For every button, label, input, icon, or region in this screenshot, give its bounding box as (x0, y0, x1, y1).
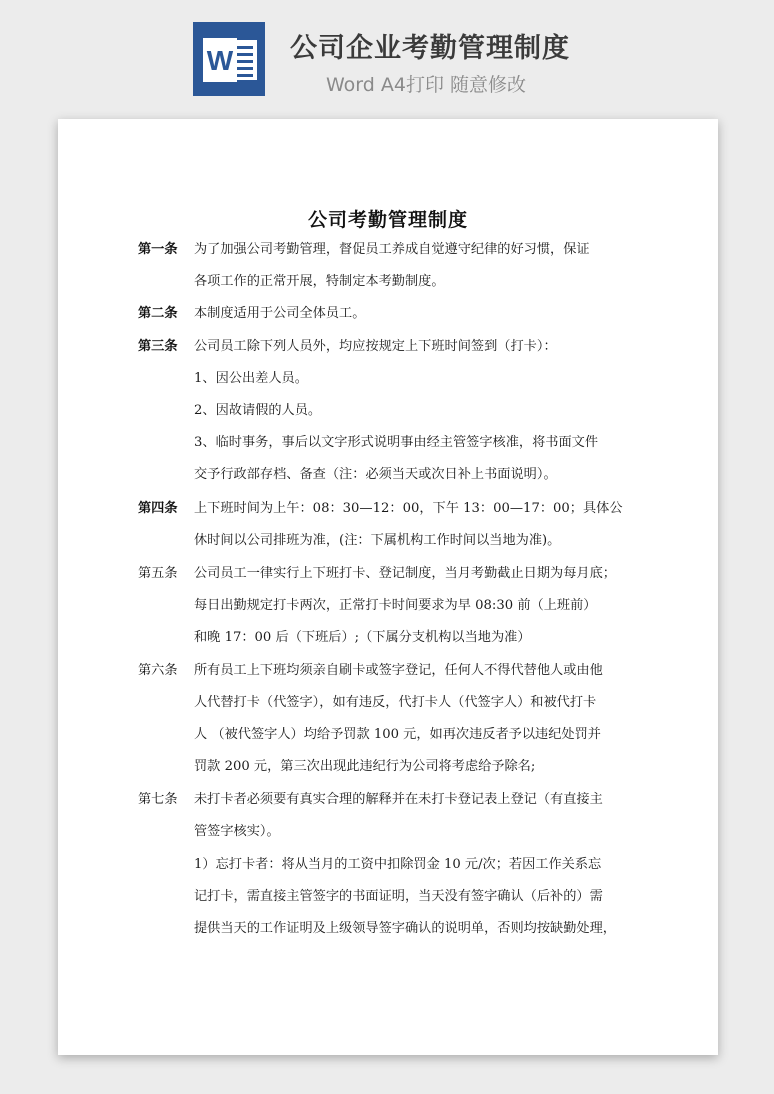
article-label: 第七条 (138, 792, 178, 807)
article-text-line: 和晚 17：00 后（下班后）;（下属分支机构以当地为准） (194, 630, 531, 645)
article-text-line: 1、因公出差人员。 (194, 371, 308, 386)
article-text-line: 各项工作的正常开展，特制定本考勤制度。 (194, 274, 445, 289)
article-text-line: 公司员工除下列人员外，均应按规定上下班时间签到（打卡）： (194, 339, 557, 354)
document-page (58, 119, 718, 1055)
logo-letter: W (206, 45, 234, 76)
article-label: 第五条 (138, 566, 178, 581)
article-text-line: 为了加强公司考勤管理，督促员工养成自觉遵守纪律的好习惯，保证 (194, 242, 590, 257)
article-text-line: 罚款 200 元，第三次出现此违纪行为公司将考虑给予除名; (194, 759, 536, 774)
article-text-line: 未打卡者必须要有真实合理的解释并在未打卡登记表上登记（有直接主 (194, 792, 603, 807)
article-text-line: 2、因故请假的人员。 (194, 403, 322, 418)
article-text-line: 人 （被代签字人）均给予罚款 100 元，如再次违反者予以违纪处罚并 (194, 727, 601, 742)
article-text-line: 管签字核实）。 (194, 824, 280, 839)
article-text-line: 休时间以公司排班为准，(注：下属机构工作时间以当地为准)。 (194, 533, 561, 548)
article-text-line: 1）忘打卡者：将从当月的工资中扣除罚金 10 元/次；若因工作关系忘 (194, 857, 602, 872)
word-icon (193, 22, 265, 96)
article-text-line: 所有员工上下班均须亲自刷卡或签字登记，任何人不得代替他人或由他 (194, 663, 603, 678)
article-text-line: 记打卡，需直接主管签字的书面证明，当天没有签字确认（后补的）需 (194, 889, 603, 904)
article-text-line: 本制度适用于公司全体员工。 (194, 306, 366, 321)
article-text-line: 提供当天的工作证明及上级领导签字确认的说明单，否则均按缺勤处理， (194, 921, 616, 936)
header-banner (0, 0, 774, 110)
article-text-line: 人代替打卡（代签字），如有违反，代打卡人（代签字人）和被代打卡 (194, 695, 597, 710)
article-text-line: 3、临时事务，事后以文字形式说明事由经主管签字核准，将书面文件 (194, 435, 599, 450)
banner-title: 公司企业考勤管理制度 (290, 33, 570, 64)
article-label: 第四条 (138, 501, 178, 516)
article-label: 第二条 (138, 306, 178, 321)
banner-subtitle: Word A4打印 随意修改 (326, 74, 527, 96)
article-text-line: 公司员工一律实行上下班打卡、登记制度，当月考勤截止日期为每月底； (194, 566, 616, 581)
article-text-line: 每日出勤规定打卡两次，正常打卡时间要求为早 08:30 前（上班前） (194, 598, 597, 613)
document-title: 公司考勤管理制度 (307, 209, 468, 231)
article-text-line: 上下班时间为上午：08：30—12：00，下午 13：00—17：00；具体公 (194, 501, 623, 516)
article-label: 第六条 (138, 663, 178, 678)
article-label: 第三条 (138, 339, 178, 354)
article-label: 第一条 (138, 242, 178, 257)
article-text-line: 交予行政部存档、备查（注：必须当天或次日补上书面说明）。 (194, 467, 557, 482)
